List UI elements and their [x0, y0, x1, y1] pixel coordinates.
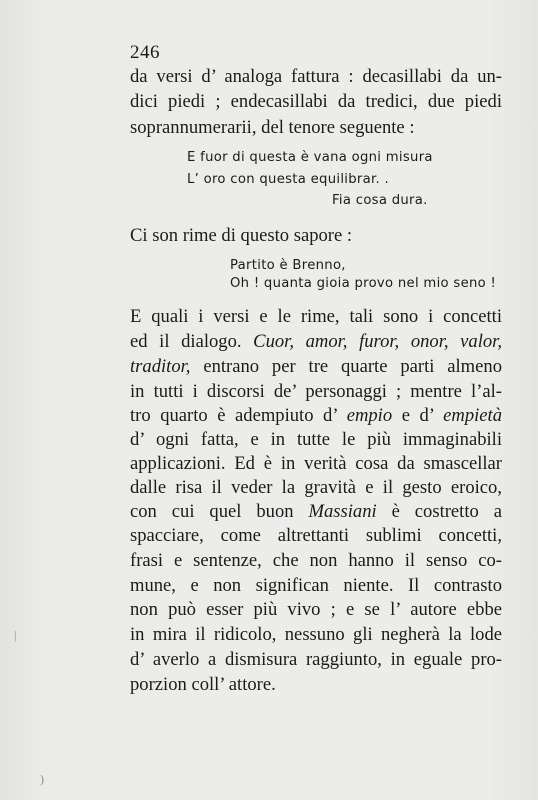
text-line: dici piedi ; endecasillabi da tredici, due piedi [130, 91, 502, 112]
verse-line: L’ oro con questa equilibrar. . [187, 172, 390, 187]
text-line: traditor, entrano per tre quarte parti almeno [130, 356, 502, 377]
text-line: tro quarto è adempiuto d’ empio e d’ empietà [130, 405, 502, 426]
italic-word: Massiani [308, 501, 377, 522]
text-line: soprannumerarii, del tenore seguente : [130, 117, 415, 138]
text-line: con cui quel buon Massiani è costretto a [130, 501, 502, 522]
text-line: dalle risa il veder la gravità e il gesto eroico, [130, 477, 502, 498]
text-line: da versi d’ analoga fattura : decasillabi da un- [130, 66, 502, 87]
scan-mark: | [14, 628, 17, 642]
italic-word: traditor, [130, 356, 191, 377]
page-number: 246 [130, 42, 160, 63]
text-line: spacciare, come altrettanti sublimi concetti, [130, 525, 502, 546]
scan-mark: ) [40, 772, 44, 786]
text-line: E quali i versi e le rime, tali sono i concetti [130, 306, 502, 327]
verse-line: Partito è Brenno, [230, 258, 346, 273]
verse-line: Fia cosa dura. [332, 193, 428, 208]
verse-line: Oh ! quanta gioia provo nel mio seno ! [230, 276, 497, 291]
text-line: frasi e sentenze, che non hanno il senso co- [130, 550, 502, 571]
text-line: non può esser più vivo ; e se l’ autore ebbe [130, 599, 502, 620]
verse-line: E fuor di questa è vana ogni misura [187, 150, 433, 165]
text-line: in mira il ridicolo, nessuno gli negherà la lode [130, 624, 502, 645]
text-line: porzion coll’ attore. [130, 674, 276, 695]
italic-word: empio [346, 405, 393, 426]
text-line: mune, e non significan niente. Il contrasto [130, 575, 502, 596]
text-line: d’ averlo a dismisura raggiunto, in eguale pro- [130, 649, 502, 670]
text-line: Ci son rime di questo sapore : [130, 225, 353, 246]
text-line: d’ ogni fatta, e in tutte le più immaginabili [130, 429, 502, 450]
italic-words: Cuor, amor, furor, onor, valor, [253, 331, 502, 352]
text-line: ed il dialogo. Cuor, amor, furor, onor, valor, [130, 331, 502, 352]
text-line: in tutti i discorsi de’ personaggi ; mentre l’al- [130, 381, 502, 402]
italic-word: empietà [443, 405, 502, 426]
text-line: applicazioni. Ed è in verità cosa da smascellar [130, 453, 502, 474]
